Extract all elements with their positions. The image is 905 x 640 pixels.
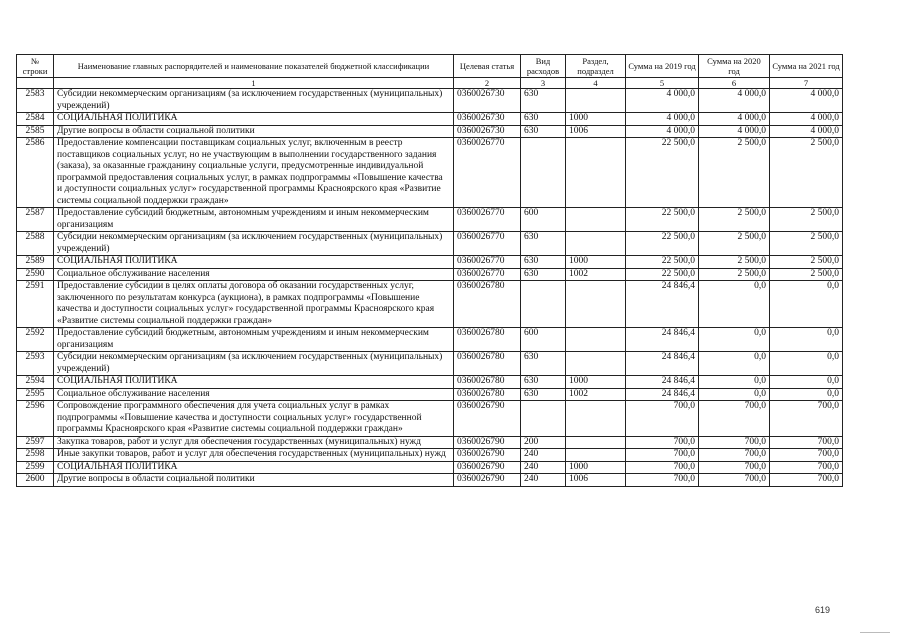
sum-2020: 0,0 [699, 328, 770, 352]
row-number: 2590 [17, 268, 54, 281]
sum-2021: 700,0 [770, 436, 843, 449]
section-code: 1002 [566, 388, 626, 401]
expense-type: 600 [521, 208, 566, 232]
section-code [566, 401, 626, 437]
target-article: 0360026780 [454, 281, 521, 328]
sum-2019: 700,0 [626, 401, 699, 437]
sum-2021: 4 000,0 [770, 125, 843, 138]
target-article: 0360026770 [454, 138, 521, 208]
header-sum-2021: Сумма на 2021 год [770, 55, 843, 78]
column-number [17, 78, 54, 89]
table-row [17, 461, 843, 474]
target-article: 0360026790 [454, 474, 521, 487]
section-code: 1000 [566, 461, 626, 474]
row-number: 2588 [17, 232, 54, 256]
header-section: Раздел, подраздел [566, 55, 626, 78]
table-row [17, 281, 843, 328]
expense-type: 630 [521, 113, 566, 126]
expense-type: 630 [521, 125, 566, 138]
sum-2019: 700,0 [626, 449, 699, 462]
section-code: 1002 [566, 268, 626, 281]
row-number: 2596 [17, 401, 54, 437]
indicator-name: Закупка товаров, работ и услуг для обеспечения государственных (муниципальных) нужд [54, 436, 454, 449]
sum-2020: 2 500,0 [699, 232, 770, 256]
table-row [17, 113, 843, 126]
sum-2020: 700,0 [699, 474, 770, 487]
sum-2019: 24 846,4 [626, 376, 699, 389]
column-number: 4 [566, 78, 626, 89]
sum-2019: 700,0 [626, 461, 699, 474]
section-code [566, 138, 626, 208]
row-number: 2599 [17, 461, 54, 474]
table-row [17, 436, 843, 449]
indicator-name: СОЦИАЛЬНАЯ ПОЛИТИКА [54, 256, 454, 269]
sum-2019: 4 000,0 [626, 89, 699, 113]
row-number: 2583 [17, 89, 54, 113]
sum-2020: 700,0 [699, 401, 770, 437]
sum-2021: 700,0 [770, 401, 843, 437]
target-article: 0360026770 [454, 256, 521, 269]
sum-2019: 22 500,0 [626, 256, 699, 269]
sum-2021: 0,0 [770, 281, 843, 328]
section-code [566, 449, 626, 462]
sum-2019: 24 846,4 [626, 281, 699, 328]
indicator-name: Другие вопросы в области социальной политики [54, 125, 454, 138]
table-row [17, 474, 843, 487]
row-number: 2585 [17, 125, 54, 138]
row-number: 2594 [17, 376, 54, 389]
indicator-name: СОЦИАЛЬНАЯ ПОЛИТИКА [54, 376, 454, 389]
expense-type: 630 [521, 352, 566, 376]
target-article: 0360026790 [454, 461, 521, 474]
section-code: 1006 [566, 474, 626, 487]
sum-2019: 22 500,0 [626, 232, 699, 256]
table-row [17, 449, 843, 462]
target-article: 0360026790 [454, 436, 521, 449]
sum-2019: 24 846,4 [626, 328, 699, 352]
table-row [17, 352, 843, 376]
indicator-name: Социальное обслуживание населения [54, 268, 454, 281]
target-article: 0360026730 [454, 89, 521, 113]
budget-table [16, 54, 843, 487]
sum-2020: 700,0 [699, 461, 770, 474]
row-number: 2586 [17, 138, 54, 208]
header-expense-type: Вид расходов [521, 55, 566, 78]
sum-2021: 2 500,0 [770, 268, 843, 281]
column-number: 1 [54, 78, 454, 89]
sum-2021: 4 000,0 [770, 89, 843, 113]
indicator-name: Предоставление субсидий бюджетным, автономным учреждениям и иным некоммерческим организациям [54, 208, 454, 232]
indicator-name: Предоставление субсидий бюджетным, автономным учреждениям и иным некоммерческим организациям [54, 328, 454, 352]
section-code: 1000 [566, 113, 626, 126]
header-row [17, 55, 843, 78]
table-row [17, 138, 843, 208]
column-number: 2 [454, 78, 521, 89]
column-number: 3 [521, 78, 566, 89]
sum-2020: 0,0 [699, 352, 770, 376]
target-article: 0360026780 [454, 388, 521, 401]
sum-2020: 4 000,0 [699, 113, 770, 126]
expense-type: 630 [521, 376, 566, 389]
sum-2019: 700,0 [626, 474, 699, 487]
sum-2020: 0,0 [699, 376, 770, 389]
expense-type: 200 [521, 436, 566, 449]
table-row [17, 89, 843, 113]
target-article: 0360026770 [454, 232, 521, 256]
section-code [566, 232, 626, 256]
section-code [566, 328, 626, 352]
sum-2019: 4 000,0 [626, 113, 699, 126]
section-code [566, 281, 626, 328]
sum-2020: 2 500,0 [699, 138, 770, 208]
row-number: 2589 [17, 256, 54, 269]
table-row [17, 125, 843, 138]
target-article: 0360026790 [454, 449, 521, 462]
indicator-name: Субсидии некоммерческим организациям (за исключением государственных (муниципальных) учреждений) [54, 352, 454, 376]
expense-type: 240 [521, 449, 566, 462]
row-number: 2584 [17, 113, 54, 126]
target-article: 0360026790 [454, 401, 521, 437]
indicator-name: Предоставление компенсации поставщикам социальных услуг, включенным в реестр поставщиков социальных услуг, но не участвующим в выполнении государственного задания (заказа), за оказанные гражданину социальные услуги, предусмотренные индивидуальной программой предоставления социальных услуг, в рамках подпрограммы «Повышение качества и доступности социальных услуг» государственной программы Красноярского края «Развитие системы социальной поддержки граждан» [54, 138, 454, 208]
table-row [17, 401, 843, 437]
expense-type [521, 138, 566, 208]
sum-2020: 700,0 [699, 436, 770, 449]
expense-type: 630 [521, 232, 566, 256]
sum-2019: 24 846,4 [626, 388, 699, 401]
sum-2020: 2 500,0 [699, 256, 770, 269]
sum-2021: 0,0 [770, 376, 843, 389]
table-row [17, 256, 843, 269]
page-edge-mark [860, 632, 890, 633]
expense-type: 630 [521, 388, 566, 401]
sum-2020: 0,0 [699, 388, 770, 401]
row-number: 2591 [17, 281, 54, 328]
row-number: 2593 [17, 352, 54, 376]
section-code: 1006 [566, 125, 626, 138]
sum-2020: 4 000,0 [699, 89, 770, 113]
indicator-name: СОЦИАЛЬНАЯ ПОЛИТИКА [54, 113, 454, 126]
target-article: 0360026770 [454, 208, 521, 232]
target-article: 0360026730 [454, 125, 521, 138]
table-body [17, 89, 843, 487]
indicator-name: Субсидии некоммерческим организациям (за исключением государственных (муниципальных) учреждений) [54, 232, 454, 256]
expense-type: 630 [521, 89, 566, 113]
indicator-name: Другие вопросы в области социальной политики [54, 474, 454, 487]
target-article: 0360026770 [454, 268, 521, 281]
header-name: Наименование главных распорядителей и наименование показателей бюджетной классификации [54, 55, 454, 78]
indicator-name: Иные закупки товаров, работ и услуг для обеспечения государственных (муниципальных) нужд [54, 449, 454, 462]
expense-type: 600 [521, 328, 566, 352]
row-number: 2587 [17, 208, 54, 232]
sum-2020: 2 500,0 [699, 268, 770, 281]
page-number: 619 [815, 605, 831, 615]
sum-2021: 700,0 [770, 461, 843, 474]
expense-type: 240 [521, 461, 566, 474]
indicator-name: СОЦИАЛЬНАЯ ПОЛИТИКА [54, 461, 454, 474]
expense-type: 630 [521, 256, 566, 269]
row-number: 2597 [17, 436, 54, 449]
sum-2021: 4 000,0 [770, 113, 843, 126]
section-code [566, 436, 626, 449]
expense-type [521, 401, 566, 437]
expense-type [521, 281, 566, 328]
header-target-article: Целевая статья [454, 55, 521, 78]
sum-2019: 22 500,0 [626, 208, 699, 232]
row-number: 2598 [17, 449, 54, 462]
header-row-number: № строки [17, 55, 54, 78]
sum-2021: 2 500,0 [770, 208, 843, 232]
target-article: 0360026730 [454, 113, 521, 126]
column-number-row [17, 78, 843, 89]
sum-2021: 2 500,0 [770, 256, 843, 269]
header-sum-2020: Сумма на 2020 год [699, 55, 770, 78]
sum-2020: 700,0 [699, 449, 770, 462]
table-row [17, 208, 843, 232]
target-article: 0360026780 [454, 376, 521, 389]
header-sum-2019: Сумма на 2019 год [626, 55, 699, 78]
sum-2020: 0,0 [699, 281, 770, 328]
sum-2021: 0,0 [770, 388, 843, 401]
sum-2019: 22 500,0 [626, 268, 699, 281]
column-number: 5 [626, 78, 699, 89]
table-row [17, 232, 843, 256]
sum-2019: 4 000,0 [626, 125, 699, 138]
sum-2021: 700,0 [770, 449, 843, 462]
expense-type: 240 [521, 474, 566, 487]
row-number: 2595 [17, 388, 54, 401]
table-row [17, 328, 843, 352]
target-article: 0360026780 [454, 352, 521, 376]
table-row [17, 268, 843, 281]
target-article: 0360026780 [454, 328, 521, 352]
indicator-name: Социальное обслуживание населения [54, 388, 454, 401]
sum-2019: 24 846,4 [626, 352, 699, 376]
sum-2020: 2 500,0 [699, 208, 770, 232]
sum-2019: 22 500,0 [626, 138, 699, 208]
table-row [17, 388, 843, 401]
section-code: 1000 [566, 376, 626, 389]
indicator-name: Предоставление субсидии в целях оплаты договора об оказании государственных услуг, заключенного по результатам конкурса (аукциона), в рамках подпрограммы «Повышение качества и доступности социальных услуг» государственной программы Красноярского края «Развитие системы социальной поддержки граждан» [54, 281, 454, 328]
table-row [17, 376, 843, 389]
sum-2021: 700,0 [770, 474, 843, 487]
indicator-name: Сопровождение программного обеспечения для учета социальных услуг в рамках подпрограммы «Повышение качества и доступности социальных услуг» государственной программы Красноярского края «Развитие системы социальной поддержки граждан» [54, 401, 454, 437]
sum-2020: 4 000,0 [699, 125, 770, 138]
section-code [566, 352, 626, 376]
column-number: 7 [770, 78, 843, 89]
section-code: 1000 [566, 256, 626, 269]
indicator-name: Субсидии некоммерческим организациям (за исключением государственных (муниципальных) учреждений) [54, 89, 454, 113]
sum-2021: 0,0 [770, 352, 843, 376]
section-code [566, 89, 626, 113]
sum-2021: 2 500,0 [770, 232, 843, 256]
section-code [566, 208, 626, 232]
sum-2019: 700,0 [626, 436, 699, 449]
sum-2021: 0,0 [770, 328, 843, 352]
row-number: 2600 [17, 474, 54, 487]
sum-2021: 2 500,0 [770, 138, 843, 208]
row-number: 2592 [17, 328, 54, 352]
column-number: 6 [699, 78, 770, 89]
expense-type: 630 [521, 268, 566, 281]
